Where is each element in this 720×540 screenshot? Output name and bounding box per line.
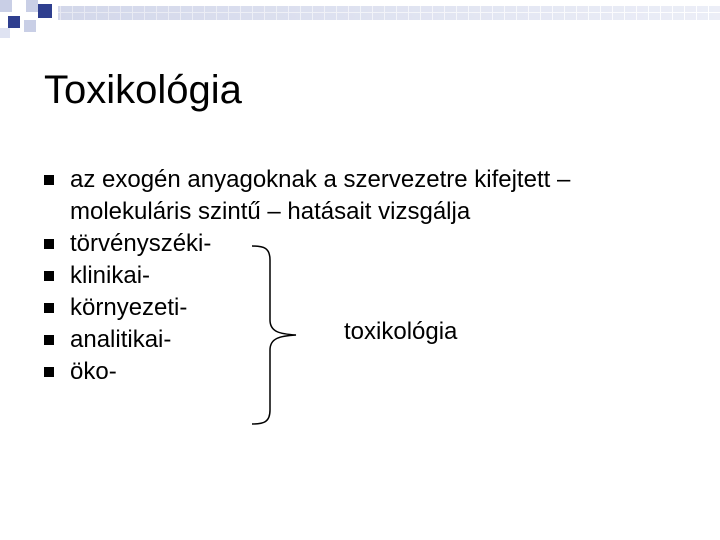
header-decoration bbox=[0, 0, 720, 40]
bullet-item-eco bbox=[44, 356, 670, 388]
square-bullet-icon bbox=[44, 303, 54, 313]
square-bullet-icon bbox=[44, 271, 54, 281]
square-bullet-icon bbox=[44, 335, 54, 345]
right-brace-icon bbox=[250, 240, 310, 430]
bullet-item-forensic bbox=[44, 228, 670, 260]
bullet-text: öko- bbox=[70, 358, 117, 385]
bullet-text: törvényszéki- bbox=[70, 230, 212, 257]
bullet-text: az exogén anyagoknak a szervezetre kifejtett – molekuláris szintű – hatásait vizsgálja bbox=[70, 166, 571, 225]
bullet-text: klinikai- bbox=[70, 262, 151, 289]
bullet-item-definition bbox=[44, 164, 670, 228]
bullet-text: analitikai- bbox=[70, 326, 172, 353]
bullet-item-clinical bbox=[44, 260, 670, 292]
brace-label: toxikológia bbox=[344, 318, 458, 345]
square-bullet-icon bbox=[44, 175, 54, 185]
square-bullet-icon bbox=[44, 367, 54, 377]
bullet-text: környezeti- bbox=[70, 294, 188, 321]
bullet-list bbox=[44, 164, 670, 388]
square-bullet-icon bbox=[44, 239, 54, 249]
slide-title: Toxikológia bbox=[44, 68, 242, 112]
